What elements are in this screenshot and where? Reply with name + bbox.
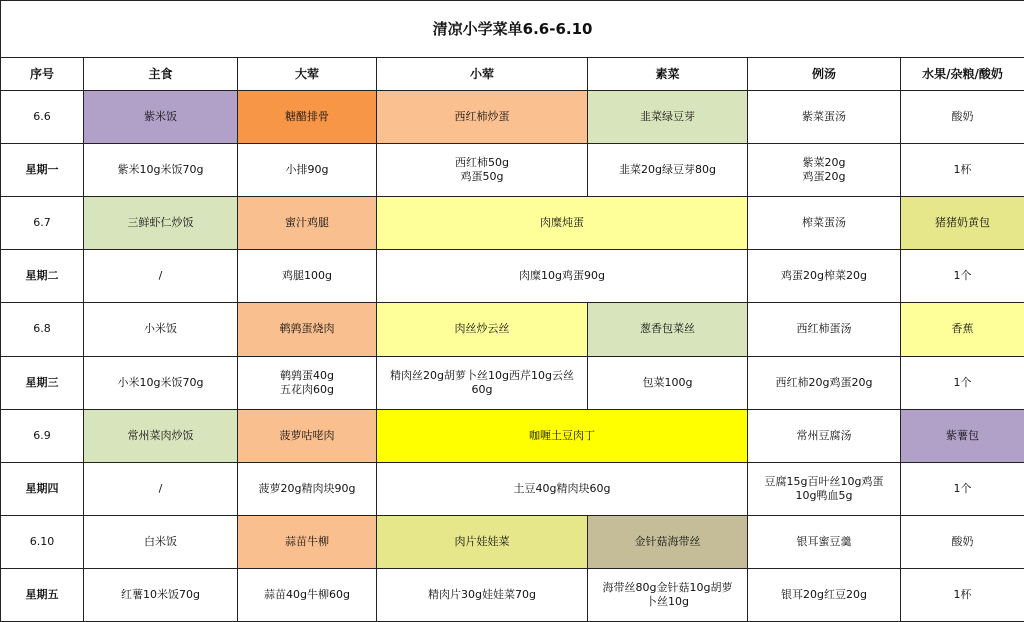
veg-cell: 韭菜绿豆芽: [588, 91, 748, 144]
table-row: [1, 462, 1024, 515]
extra-detail: 1个: [901, 250, 1024, 303]
staple-detail: /: [84, 250, 238, 303]
table-row: [1, 197, 1024, 250]
weekday-label: 星期四: [1, 462, 84, 515]
table-row: [1, 91, 1024, 144]
soup-detail: [748, 144, 901, 197]
big-meat-detail: 小排90g: [238, 144, 377, 197]
small-meat-cell: 咖喱土豆肉丁: [377, 409, 748, 462]
soup-cell: 榨菜蛋汤: [748, 197, 901, 250]
soup-detail: 鸡蛋20g榨菜20g: [748, 250, 901, 303]
weekday-label: 星期二: [1, 250, 84, 303]
extra-cell: 香蕉: [901, 303, 1024, 356]
veg-cell: 金针菇海带丝: [588, 515, 748, 568]
extra-detail: 1个: [901, 462, 1024, 515]
table-row: [1, 356, 1024, 409]
table-row: [1, 409, 1024, 462]
staple-cell: 白米饭: [84, 515, 238, 568]
big-meat-detail: 鸡腿100g: [238, 250, 377, 303]
soup-cell: 紫菜蛋汤: [748, 91, 901, 144]
table-row: [1, 515, 1024, 568]
header-vegetable: 素菜: [588, 58, 748, 91]
extra-detail: 1个: [901, 356, 1024, 409]
big-meat-detail: 菠萝20g精肉块90g: [238, 462, 377, 515]
small-meat-detail: 肉糜10g鸡蛋90g: [377, 250, 748, 303]
extra-cell: 酸奶: [901, 91, 1024, 144]
big-meat-detail: 蒜苗40g牛柳60g: [238, 568, 377, 621]
day-id: 6.6: [1, 91, 84, 144]
small-meat-detail: 精肉片30g娃娃菜70g: [377, 568, 588, 621]
big-meat-cell: 蜜汁鸡腿: [238, 197, 377, 250]
small-meat-detail: 土豆40g精肉块60g: [377, 462, 748, 515]
veg-detail: [588, 568, 748, 621]
staple-detail: 紫米10g米饭70g: [84, 144, 238, 197]
weekday-label: 星期三: [1, 356, 84, 409]
small-meat-detail: [377, 356, 588, 409]
veg-cell: 葱香包菜丝: [588, 303, 748, 356]
soup-cell: 银耳蜜豆羹: [748, 515, 901, 568]
weekday-label: 星期五: [1, 568, 84, 621]
soup-detail-text: 紫菜20g 鸡蛋20g: [802, 156, 846, 184]
staple-detail: 红薯10米饭70g: [84, 568, 238, 621]
extra-cell: 猪猪奶黄包: [901, 197, 1024, 250]
header-small-meat: 小荤: [377, 58, 588, 91]
header-staple: 主食: [84, 58, 238, 91]
soup-detail-text: 豆腐15g百叶丝10g鸡蛋 10g鸭血5g: [764, 474, 884, 502]
extra-cell: 紫薯包: [901, 409, 1024, 462]
weekday-label: 星期一: [1, 144, 84, 197]
header-index: 序号: [1, 58, 84, 91]
table-row: [1, 144, 1024, 197]
day-id: 6.9: [1, 409, 84, 462]
small-meat-detail: [377, 144, 588, 197]
staple-cell: 紫米饭: [84, 91, 238, 144]
small-meat-detail-text: 西红柿50g 鸡蛋50g: [455, 156, 509, 184]
day-id: 6.8: [1, 303, 84, 356]
table-row: [1, 303, 1024, 356]
small-meat-cell: 肉丝炒云丝: [377, 303, 588, 356]
staple-cell: 常州菜肉炒饭: [84, 409, 238, 462]
big-meat-cell: 蒜苗牛柳: [238, 515, 377, 568]
small-meat-cell: 西红柿炒蛋: [377, 91, 588, 144]
staple-cell: 小米饭: [84, 303, 238, 356]
big-meat-cell: 鹌鹑蛋烧肉: [238, 303, 377, 356]
header-extra: 水果/杂粮/酸奶: [901, 58, 1024, 91]
small-meat-cell: 肉糜炖蛋: [377, 197, 748, 250]
big-meat-cell: 菠萝咕咾肉: [238, 409, 377, 462]
day-id: 6.10: [1, 515, 84, 568]
soup-cell: 常州豆腐汤: [748, 409, 901, 462]
veg-detail: 韭菜20g绿豆芽80g: [588, 144, 748, 197]
staple-detail: 小米10g米饭70g: [84, 356, 238, 409]
soup-cell: 西红柿蛋汤: [748, 303, 901, 356]
small-meat-detail-text: 精肉丝20g胡萝卜丝10g西芹10g云丝 60g: [390, 368, 574, 396]
big-meat-cell: 糖醋排骨: [238, 91, 377, 144]
soup-detail: 西红柿20g鸡蛋20g: [748, 356, 901, 409]
table-row: [1, 250, 1024, 303]
day-id: 6.7: [1, 197, 84, 250]
big-meat-detail-text: 鹌鹑蛋40g 五花肉60g: [280, 368, 334, 396]
veg-detail: 包菜100g: [588, 356, 748, 409]
header-big-meat: 大荤: [238, 58, 377, 91]
header-soup: 例汤: [748, 58, 901, 91]
soup-detail: 银耳20g红豆20g: [748, 568, 901, 621]
extra-cell: 酸奶: [901, 515, 1024, 568]
extra-detail: 1杯: [901, 144, 1024, 197]
veg-detail-text: 海带丝80g金针菇10g胡萝 卜丝10g: [602, 580, 733, 608]
table-row: [1, 568, 1024, 621]
big-meat-detail: [238, 356, 377, 409]
staple-detail: /: [84, 462, 238, 515]
extra-detail: 1杯: [901, 568, 1024, 621]
soup-detail: [748, 462, 901, 515]
small-meat-cell: 肉片娃娃菜: [377, 515, 588, 568]
staple-cell: 三鲜虾仁炒饭: [84, 197, 238, 250]
menu-title: 清凉小学菜单6.6-6.10: [1, 1, 1024, 58]
